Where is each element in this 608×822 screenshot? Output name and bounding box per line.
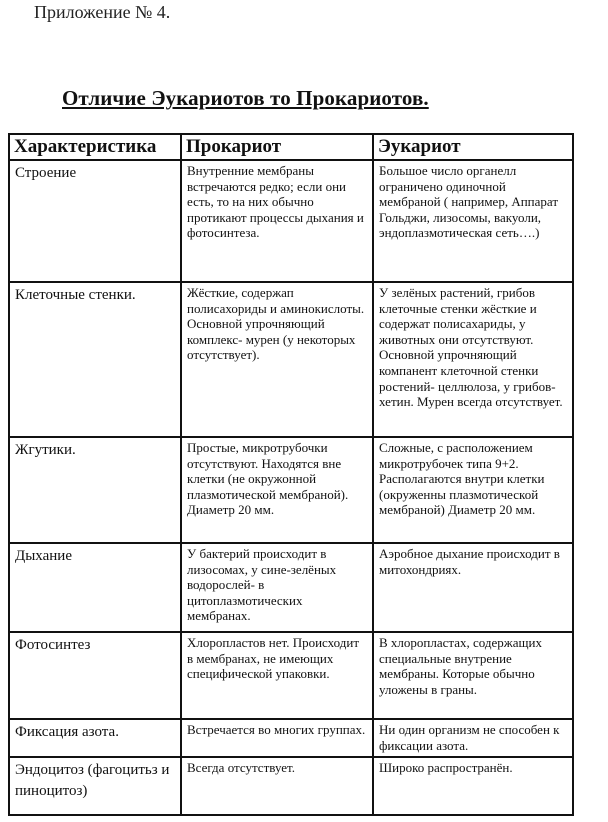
cell-prokaryote: Внутренние мембраны встречаются редко; если они есть, то на них обычно протикают процессы дыхания и фотосинтеза. <box>181 160 373 282</box>
cell-characteristic: Эндоцитоз (фагоцитьз и пиноцитоз) <box>9 757 181 815</box>
cell-prokaryote: У бактерий происходит в лизосомах, у сине-зелёных водорослей- в цитоплазмотических мембранах. <box>181 543 373 632</box>
cell-prokaryote: Хлоропластов нет. Происходит в мембранах, не имеющих специфической упаковки. <box>181 632 373 719</box>
table-row <box>9 282 573 437</box>
table-header-row <box>9 134 573 160</box>
cell-eukaryote: Сложные, с расположением микротрубочек типа 9+2. Располагаются внутри клетки (окруженны плазмотической мембраной) Диаметр 20 мм. <box>373 437 573 543</box>
table-row <box>9 719 573 757</box>
cell-characteristic: Фотосинтез <box>9 632 181 719</box>
cell-characteristic: Клеточные стенки. <box>9 282 181 437</box>
cell-eukaryote: Ни один организм не способен к фиксации азота. <box>373 719 573 757</box>
cell-characteristic: Дыхание <box>9 543 181 632</box>
cell-eukaryote: Большое число органелл ограничено одиночной мембраной ( например, Аппарат Гольджи, лизосомы, вакуоли, эндоплазмотическая сеть….) <box>373 160 573 282</box>
table-row <box>9 437 573 543</box>
cell-characteristic: Строение <box>9 160 181 282</box>
table-row <box>9 160 573 282</box>
table-row <box>9 757 573 815</box>
table-row <box>9 632 573 719</box>
cell-prokaryote: Встречается во многих группах. <box>181 719 373 757</box>
cell-prokaryote: Простые, микротрубочки отсутствуют. Находятся вне клетки (не окружонной плазмотической мембраной). Диаметр 20 мм. <box>181 437 373 543</box>
appendix-label: Приложение № 4. <box>34 2 171 22</box>
comparison-table <box>8 133 574 816</box>
cell-eukaryote: Широко распространён. <box>373 757 573 815</box>
cell-prokaryote: Жёсткие, содержап полисахориды и аминокислоты. Основной упрочняющий комплекс- мурен (у некоторых отсутствует). <box>181 282 373 437</box>
cell-prokaryote: Всегда отсутствует. <box>181 757 373 815</box>
header-prokaryote: Прокариот <box>181 134 373 160</box>
cell-characteristic: Жгутики. <box>9 437 181 543</box>
document-title: Отличие Эукариотов то Прокариотов. <box>62 86 429 110</box>
cell-characteristic: Фиксация азота. <box>9 719 181 757</box>
cell-eukaryote: У зелёных растений, грибов клеточные стенки жёсткие и содержат полисахариды, у животных они отсутствуют. Основной упрочняющий компанент клеточной стенки ростений- целлюлоза, у грибов-хетин. Мурен всегда отсутствует. <box>373 282 573 437</box>
header-characteristic: Характеристика <box>9 134 181 160</box>
table-row <box>9 543 573 632</box>
header-eukaryote: Эукариот <box>373 134 573 160</box>
cell-eukaryote: Аэробное дыхание происходит в митохондриях. <box>373 543 573 632</box>
cell-eukaryote: В хлоропластах, содержащих специальные внутрение мембраны. Которые обычно уложены в граны. <box>373 632 573 719</box>
